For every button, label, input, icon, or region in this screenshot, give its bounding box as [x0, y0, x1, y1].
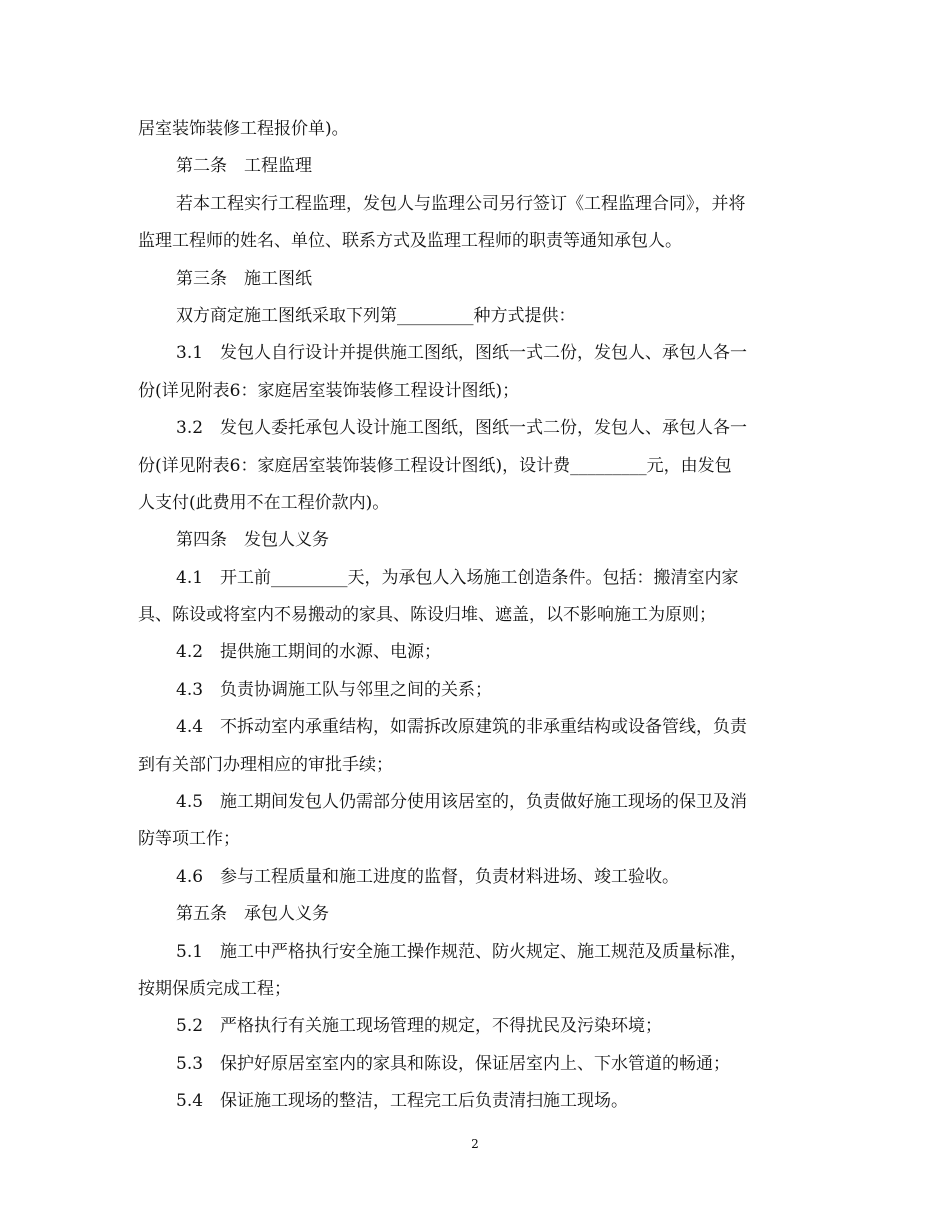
clause-3-2: 3.2 发包人委托承包人设计施工图纸，图纸一式二份，发包人、承包人各一 — [176, 418, 748, 439]
text-line: 若本工程实行工程监理，发包人与监理公司另行签订《工程监理合同》，并将 — [176, 193, 746, 214]
section-heading-article-3: 第三条 施工图纸 — [176, 268, 312, 289]
clause-4-3: 4.3 负责协调施工队与邻里之间的关系； — [176, 679, 493, 700]
text-line: 具、陈设或将室内不易搬动的家具、陈设归堆、遮盖，以不影响施工为原则； — [138, 605, 716, 626]
text-line: 份(详见附表6：家庭居室装饰装修工程设计图纸)； — [138, 380, 520, 401]
section-heading-article-4: 第四条 发包人义务 — [176, 530, 329, 551]
text-line: 人支付(此费用不在工程价款内)。 — [138, 492, 390, 513]
section-heading-article-2: 第二条 工程监理 — [176, 156, 312, 177]
clause-4-5: 4.5 施工期间发包人仍需部分使用该居室的，负责做好施工现场的保卫及消 — [176, 792, 748, 813]
clause-5-3: 5.3 保护好原居室室内的家具和陈设，保证居室内上、下水管道的畅通； — [176, 1053, 731, 1074]
text-line: 双方商定施工图纸采取下列第_________种方式提供： — [176, 305, 576, 326]
clause-5-4: 5.4 保证施工现场的整洁，工程完工后负责清扫施工现场。 — [176, 1091, 629, 1112]
text-line: 按期保质完成工程； — [138, 978, 291, 999]
text-line: 到有关部门办理相应的审批手续； — [138, 754, 393, 775]
text-line: 份(详见附表6：家庭居室装饰装修工程设计图纸)，设计费_________元，由发包 — [138, 455, 732, 476]
clause-4-2: 4.2 提供施工期间的水源、电源； — [176, 642, 442, 663]
clause-5-1: 5.1 施工中严格执行安全施工操作规范、防火规定、施工规范及质量标准， — [176, 941, 748, 962]
clause-4-4: 4.4 不拆动室内承重结构，如需拆改原建筑的非承重结构或设备管线，负责 — [176, 717, 748, 738]
clause-4-1: 4.1 开工前_________天，为承包人入场施工创造条件。包括：搬清室内家 — [176, 567, 739, 588]
clause-3-1: 3.1 发包人自行设计并提供施工图纸，图纸一式二份，发包人、承包人各一 — [176, 343, 748, 364]
text-line: 居室装饰装修工程报价单)。 — [138, 119, 349, 139]
document-body — [138, 111, 814, 1121]
clause-5-2: 5.2 严格执行有关施工现场管理的规定，不得扰民及污染环境； — [176, 1016, 663, 1037]
clause-4-6: 4.6 参与工程质量和施工进度的监督，负责材料进场、竣工验收。 — [176, 866, 680, 887]
text-line: 防等项工作； — [138, 829, 240, 850]
text-line: 监理工程师的姓名、单位、联系方式及监理工程师的职责等通知承包人。 — [138, 231, 682, 252]
section-heading-article-5: 第五条 承包人义务 — [176, 904, 329, 925]
page-number: 2 — [471, 1137, 479, 1151]
